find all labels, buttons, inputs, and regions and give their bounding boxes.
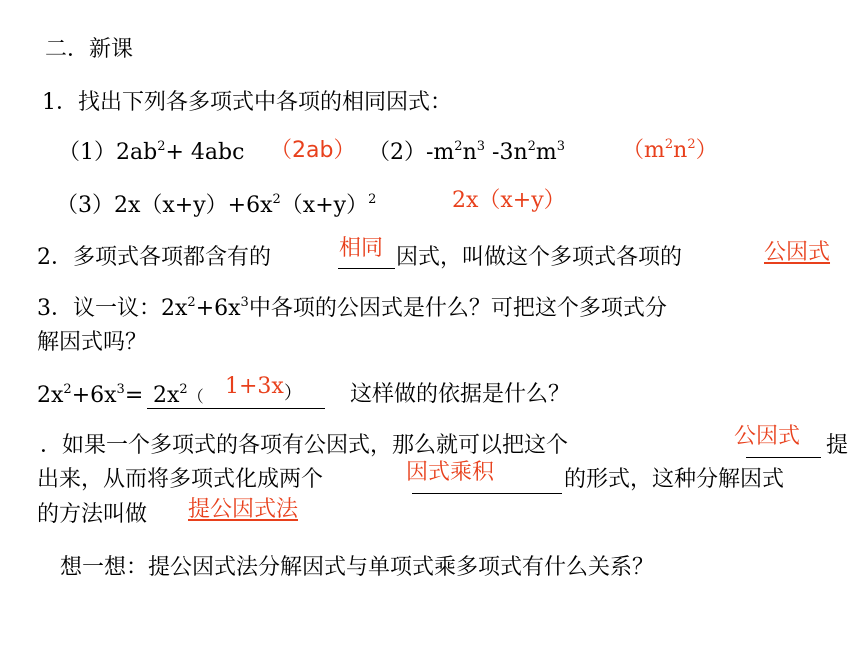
- q4-blank2: [412, 493, 562, 494]
- q3-line2: 解因式吗？: [37, 330, 148, 355]
- q4-answer1: 公因式: [734, 424, 801, 449]
- q3-equation-answer: 1+3x: [225, 374, 284, 399]
- q4-line1: ．如果一个多项式的各项有公因式，那么就可以把这个: [40, 433, 569, 458]
- q4-line2: 出来，从而将多项式化成两个: [37, 467, 324, 492]
- q4-line2-end: 的形式，这种分解因式: [564, 467, 785, 492]
- q2-part2: 因式，叫做这个多项式各项的: [396, 245, 683, 270]
- q2-blank1: [338, 268, 395, 269]
- q1-part2: $(2)-m^2n^3$ $-3n^2m^3$: [368, 139, 566, 165]
- think-prompt: 想一想：提公因式法分解因式与单项式乘多项式有什么关系？: [60, 555, 655, 580]
- q4-answer3: 提公因式法: [188, 497, 299, 522]
- q3-question: 这样做的依据是什么？: [350, 382, 571, 407]
- q2-part1: 2．多项式各项都含有的: [37, 245, 271, 270]
- q2-answer2: 公因式: [764, 240, 831, 265]
- q2-answer1: 相同: [339, 236, 384, 261]
- q1-part3: $(3)2x(x+y)+6x^2(x+y)^2$: [56, 192, 377, 218]
- q1-part3-answer: 2x（x+y）: [452, 188, 566, 213]
- q1-part1-answer: （2ab）: [270, 138, 356, 163]
- section-title: 二．新课: [45, 37, 134, 62]
- q1-prompt: 1．找出下列各多项式中各项的相同因式：: [42, 90, 452, 115]
- q3-line1: 3．议一议：$2x^2+6x^3$中各项的公因式是什么？可把这个多项式分: [37, 295, 667, 321]
- q1-part1: $(1)2ab^2+ 4abc$: [58, 139, 245, 165]
- q3-equation-factor: $2x^2$（: [153, 382, 204, 408]
- q4-line1-end: 提: [826, 433, 849, 458]
- q3-equation-close: ）: [284, 383, 302, 404]
- q1-part2-answer: $(m^2n^2)$: [622, 137, 718, 163]
- q3-equation: $2x^2+6x^3=$: [37, 382, 144, 408]
- q4-blank1: [746, 457, 821, 458]
- q4-line3: 的方法叫做: [37, 502, 148, 527]
- q4-answer2: 因式乘积: [406, 460, 495, 485]
